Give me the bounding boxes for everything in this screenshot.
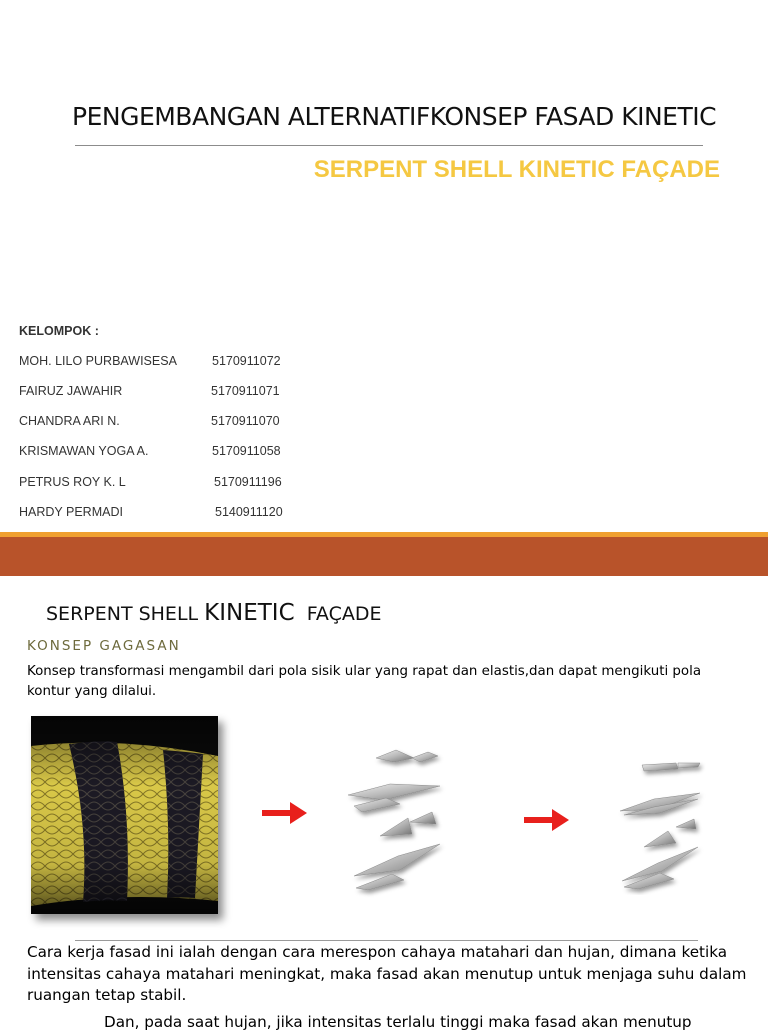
group-label: KELOMPOK : <box>19 324 99 338</box>
member-name: KRISMAWAN YOGA A. <box>19 444 149 458</box>
member-row <box>19 354 281 368</box>
member-name: MOH. LILO PURBAWISESA <box>19 354 177 368</box>
member-nim: 5170911072 <box>212 354 281 368</box>
slide-subtitle: SERPENT SHELL KINETIC FAÇADE <box>313 156 720 183</box>
intro-paragraph: Konsep transformasi mengambil dari pola sisik ular yang rapat dan elastis,dan dapat mengikuti pola kontur yang dilalui. <box>27 664 702 699</box>
member-name: FAIRUZ JAWAHIR <box>19 384 123 398</box>
section-heading: KONSEP GAGASAN <box>27 638 181 654</box>
member-row <box>19 414 280 428</box>
member-row <box>19 444 281 458</box>
body-paragraph-continued: Dan, pada saat hujan, jika intensitas terlalu tinggi maka fasad akan menutup <box>104 1013 692 1031</box>
body-paragraph: Cara kerja fasad ini ialah dengan cara merespon cahaya matahari dan hujan, dimana ketika intensitas cahaya matahari meningkat, maka fasad akan menutup untuk menjaga suhu dalam ruangan tetap stabil. <box>27 943 747 1004</box>
title-divider <box>75 145 703 146</box>
snake-skin-photo <box>31 716 218 914</box>
scales-closed-diagram <box>614 755 714 895</box>
member-name: HARDY PERMADI <box>19 505 123 519</box>
red-arrow-icon <box>262 800 308 826</box>
title-part: FAÇADE <box>294 603 382 625</box>
title-part: SERPENT SHELL <box>46 603 205 625</box>
member-nim: 5170911196 <box>214 475 282 489</box>
member-nim: 5170911058 <box>212 444 281 458</box>
slide-footer-band <box>0 537 768 576</box>
member-name: PETRUS ROY K. L <box>19 475 126 489</box>
member-nim: 5170911071 <box>211 384 280 398</box>
member-name: CHANDRA ARI N. <box>19 414 120 428</box>
concept-slide-title <box>46 600 381 626</box>
member-nim: 5170911070 <box>211 414 280 428</box>
member-row <box>19 475 282 489</box>
red-arrow-icon <box>524 807 570 833</box>
body-divider <box>75 940 698 941</box>
title-part-emphasis: KINETIC <box>204 600 295 626</box>
member-row <box>19 505 283 519</box>
scales-open-diagram <box>340 740 450 900</box>
slide-title: PENGEMBANGAN ALTERNATIFKONSEP FASAD KINETIC <box>72 102 717 131</box>
member-row <box>19 384 280 398</box>
member-nim: 5140911120 <box>215 505 283 519</box>
